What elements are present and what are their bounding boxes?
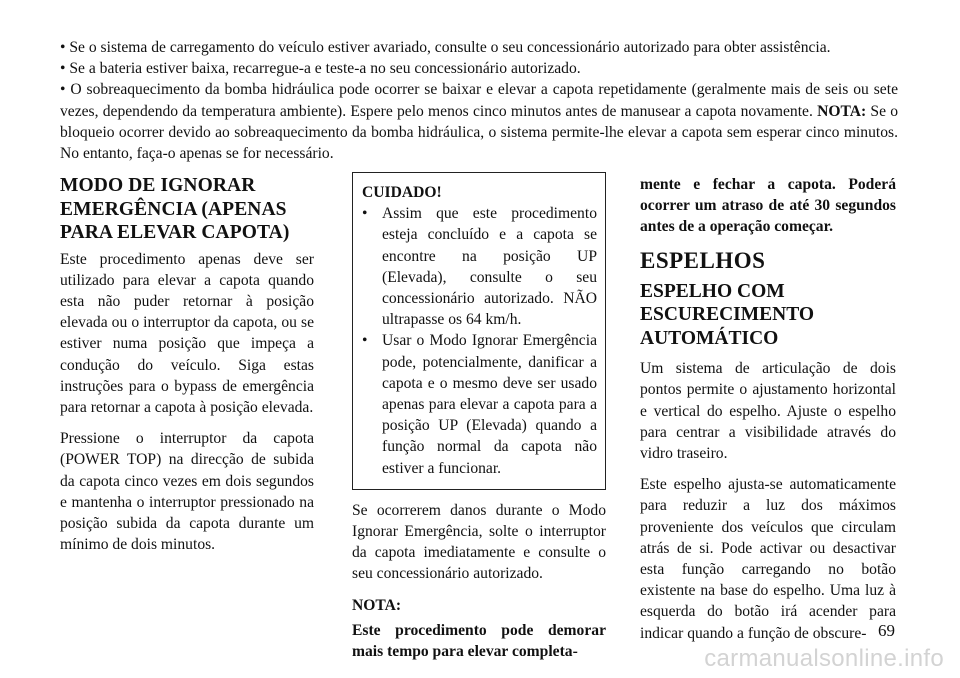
intro-notes: [60, 37, 898, 164]
caution-title: CUIDADO!: [362, 184, 442, 201]
bullet-icon: •: [362, 332, 368, 350]
page-number: 69: [878, 621, 895, 640]
caution-item-text: Assim que este procedimento esteja concluído e a capota se encontre na posição UP (Elevada), consulte o seu concessionário autorizado. NÃO ultrapasse os 64 km/h.: [382, 205, 597, 329]
emergency-procedure-paragraph: Este procedimento apenas deve ser utilizado para elevar a capota quando esta não puder retornar à posição elevada ou o interruptor da capota, ou se estiver numa posição que impeça a condução do veículo. Siga estas instruções para o bypass de emergência para retornar a capota à posição elevada.: [60, 250, 314, 416]
note-label: NOTA:: [352, 596, 402, 614]
damage-instruction-paragraph: Se ocorrerem danos durante o Modo Ignorar Emergência, solte o interruptor da capota imediatamente e consulte o seu concessionário autorizado.: [352, 501, 606, 583]
note-text: Este procedimento pode demorar mais tempo para elevar completa-: [352, 621, 606, 661]
mirror-auto-dim-paragraph: Este espelho ajusta-se automaticamente para reduzir a luz dos máximos proveniente dos veículos que circulam atrás de si. Pode activar ou desactivar esta função carregando no botão existente na base do espelho. Uma luz à esquerda do botão irá acender para indicar quando a função de obscure-: [640, 476, 896, 642]
intro-bullet-battery: • Se a bateria estiver baixa, recarregue-a e teste-a no seu concessionário autorizado.: [60, 60, 581, 78]
caution-item-text: Usar o Modo Ignorar Emergência pode, potencialmente, danificar a capota e o mesmo deve ser usado apenas para elevar a capota para a posição UP (Elevada) quando a função normal da capota não estiver a funcionar.: [382, 332, 597, 477]
mirror-adjust-paragraph: Um sistema de articulação de dois pontos permite o ajustamento horizontal e vertical do espelho. Ajuste o espelho para centrar a visibilidade através do vidro traseiro.: [640, 360, 896, 462]
caution-list: [362, 203, 597, 479]
intro-nota-text: Se o bloqueio ocorrer devido ao sobreaquecimento da bomba hidráulica, o sistema permite-lhe elevar a capota sem esperar cinco minutos. No entanto, faça-o apenas se for necessário.: [60, 102, 898, 163]
note-continuation: mente e fechar a capota. Poderá ocorrer um atraso de até 30 segundos antes de a operação começar.: [640, 176, 896, 236]
caution-box: [352, 172, 606, 490]
intro-bullet-charging: • Se o sistema de carregamento do veículo estiver avariado, consulte o seu concessionário autorizado para obter assistência.: [60, 39, 831, 56]
caution-item: [362, 203, 597, 330]
intro-overheat-text: • O sobreaquecimento da bomba hidráulica pode ocorrer se baixar e elevar a capota repetidamente (geralmente mais de seis ou sete vezes, dependendo da temperatura ambiente). Espere pelo menos cinco minutos antes de manusear a capota novamente.: [60, 81, 898, 120]
emergency-override-heading: MODO DE IGNORAR EMERGÊNCIA (APENAS PARA ELEVAR CAPOTA): [60, 175, 290, 243]
watermark: carmanualsonline.info: [704, 645, 944, 672]
caution-item: [362, 330, 597, 478]
intro-bullet-overheat: [60, 79, 898, 164]
auto-dim-mirror-heading: ESPELHO COM ESCURECIMENTO AUTOMÁTICO: [640, 280, 815, 349]
bullet-icon: •: [362, 205, 368, 223]
column-middle: [352, 174, 606, 662]
mirrors-section-heading: ESPELHOS: [640, 247, 766, 273]
intro-nota-label: NOTA:: [817, 102, 867, 120]
column-left: [60, 174, 314, 565]
column-right: [640, 174, 896, 654]
power-top-instruction-paragraph: Pressione o interruptor da capota (POWER TOP) na direcção de subida da capota cinco vezes em dois segundos e mantenha o interruptor pressionado na posição subida da capota durante um mínimo de dois minutos.: [60, 430, 314, 554]
